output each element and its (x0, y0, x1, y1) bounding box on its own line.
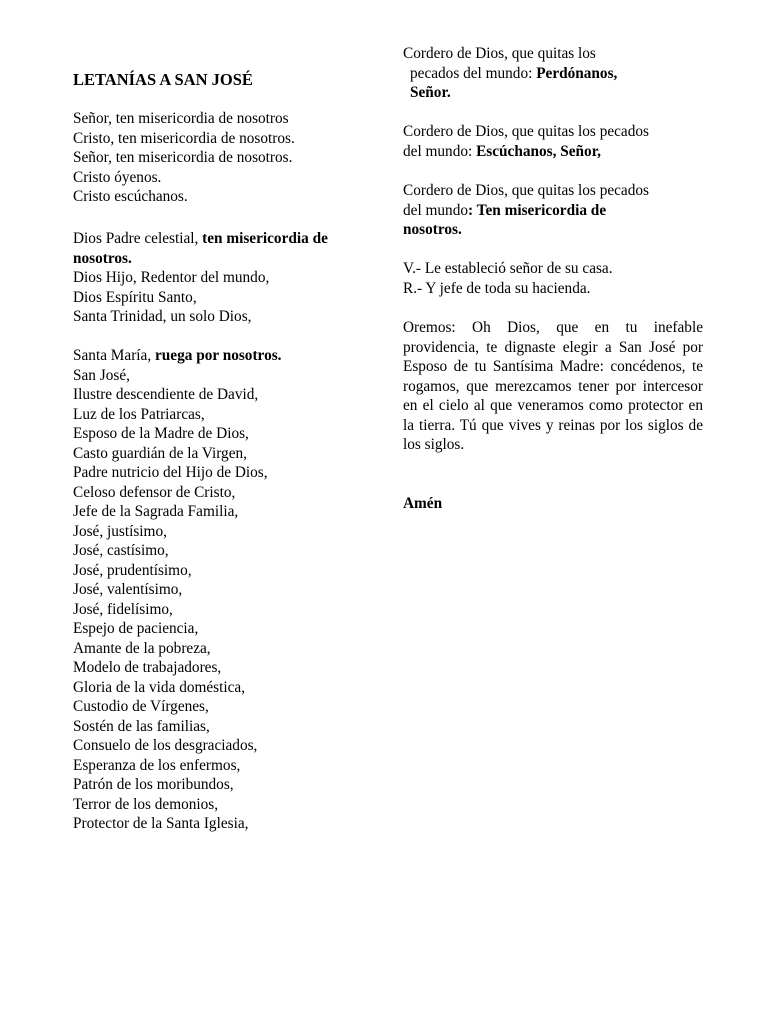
intro-line: Cristo óyenos. (73, 168, 162, 186)
agnus-text: del mundo: (403, 142, 473, 160)
trinity-response: ten misericordia de (202, 230, 328, 247)
invocation-item: José, prudentísimo, (73, 561, 192, 579)
invocation-item: Celoso defensor de Cristo, (73, 483, 236, 501)
invocation-item: San José, (73, 366, 130, 384)
agnus-response: Escúchanos, Señor, (476, 142, 601, 160)
invocation-item: Casto guardián de la Virgen, (73, 444, 247, 462)
versicle-block (403, 259, 703, 298)
agnus-line (403, 142, 703, 162)
invocation-item: Modelo de trabajadores, (73, 659, 222, 676)
trinity-block (73, 229, 373, 327)
invocation-item: Esperanza de los enfermos, (73, 756, 241, 774)
amen: Amén (403, 495, 443, 512)
invocation-response: ruega por nosotros. (155, 347, 282, 364)
invocation-item: Sostén de las familias, (73, 717, 210, 735)
agnus-text: pecados del mundo: (410, 64, 533, 82)
intro-line: Señor, ten misericordia de nosotros. (73, 149, 293, 166)
intro-block (73, 109, 373, 207)
invocation-item: Luz de los Patriarcas, (73, 405, 205, 423)
invocation-item: José, castísimo, (73, 542, 169, 559)
page-title: LETANÍAS A SAN JOSÉ (73, 70, 253, 89)
agnus-line (403, 201, 703, 221)
agnus-response-cont: Señor. (410, 84, 451, 101)
invocation-item: José, valentísimo, (73, 581, 183, 598)
agnus-line: Cordero de Dios, que quitas los pecados (403, 123, 649, 140)
intro-line: Señor, ten misericordia de nosotros (73, 110, 289, 127)
agnus-line: Cordero de Dios, que quitas los pecados (403, 182, 649, 199)
invocation-item: Custodio de Vírgenes, (73, 698, 209, 715)
invocation-item: José, justísimo, (73, 522, 167, 540)
agnus-dei-1 (403, 44, 703, 103)
agnus-text: del mundo (403, 201, 469, 219)
invocation-item: Esposo de la Madre de Dios, (73, 425, 249, 442)
agnus-line: Cordero de Dios, que quitas los (403, 45, 596, 62)
invocation-item: Amante de la pobreza, (73, 639, 211, 657)
agnus-response-cont: nosotros. (403, 221, 462, 238)
invocation-item: Terror de los demonios, (73, 795, 219, 813)
trinity-first-line (73, 229, 373, 249)
trinity-item: Dios Espíritu Santo, (73, 288, 197, 306)
agnus-dei-3 (403, 181, 703, 240)
invocation-item: Gloria de la vida doméstica, (73, 678, 246, 696)
invocation-item: Jefe de la Sagrada Familia, (73, 503, 239, 520)
invocation-item: José, fidelísimo, (73, 600, 173, 618)
intro-line: Cristo, ten misericordia de nosotros. (73, 129, 295, 147)
invocation-item: Patrón de los moribundos, (73, 776, 234, 793)
trinity-item: Dios Hijo, Redentor del mundo, (73, 269, 270, 286)
trinity-item: Santa Trinidad, un solo Dios, (73, 308, 252, 325)
agnus-dei-2 (403, 122, 703, 161)
agnus-line (403, 64, 703, 84)
invocation-first-text: Santa María, (73, 347, 152, 364)
invocation-item: Consuelo de los desgraciados, (73, 737, 258, 754)
invocation-item: Espejo de paciencia, (73, 620, 199, 637)
invocation-item: Protector de la Santa Iglesia, (73, 815, 249, 832)
agnus-response: Perdónanos, (536, 64, 618, 82)
response: R.- Y jefe de toda su hacienda. (403, 279, 591, 297)
agnus-response: : Ten misericordia de (468, 201, 607, 219)
invocation-first-line (73, 346, 373, 366)
invocation-item: Ilustre descendiente de David, (73, 386, 259, 403)
invocation-item: Padre nutricio del Hijo de Dios, (73, 464, 268, 481)
trinity-response-cont: nosotros. (73, 249, 132, 267)
trinity-first-text: Dios Padre celestial, (73, 230, 199, 247)
invocations-block (73, 346, 373, 834)
intro-line: Cristo escúchanos. (73, 188, 188, 205)
closing-prayer: Oremos: Oh Dios, que en tu inefable providencia, te dignaste elegir a San José por Esposo de tu Santísima Madre: concédenos, te rogamos, que merezcamos tener por intercesor en el cielo al que veneramos como protector en la tierra. Tú que vives y reinas por los siglos de los siglos. (403, 319, 703, 453)
versicle: V.- Le estableció señor de su casa. (403, 260, 613, 277)
